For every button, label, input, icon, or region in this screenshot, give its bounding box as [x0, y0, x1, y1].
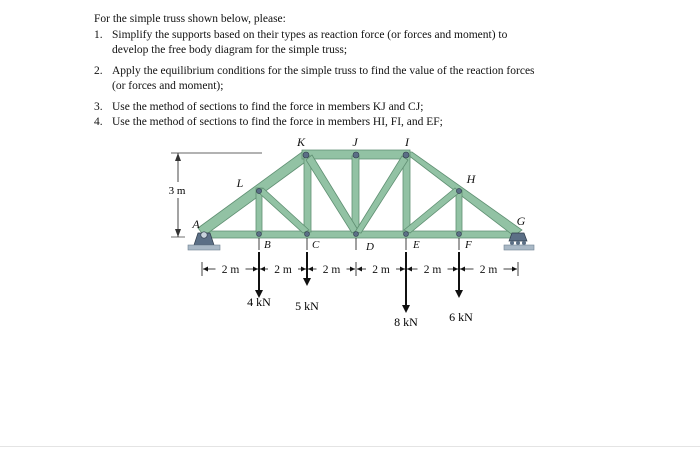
- label-L: L: [236, 176, 244, 190]
- label-B: B: [264, 239, 271, 251]
- dimension-arrowhead: [308, 267, 313, 272]
- member-IE: [403, 156, 410, 232]
- dimension-arrowhead: [512, 267, 517, 272]
- truss-members: [198, 150, 522, 238]
- member-KD: [306, 155, 358, 233]
- dimension-arrowhead: [260, 267, 265, 272]
- question-text-line2: (or forces and moment);: [112, 79, 224, 92]
- member-EH: [404, 188, 460, 233]
- spacing-label: 2 m: [322, 264, 341, 276]
- dimension-arrowhead: [460, 267, 465, 272]
- label-G: G: [516, 214, 526, 228]
- load-label-E: 8 kN: [394, 315, 418, 329]
- page-divider: [0, 446, 700, 447]
- member-LC: [258, 188, 309, 233]
- question-text-line1: Use the method of sections to find the force in members HI, FI, and EF;: [112, 116, 443, 128]
- load-arrowhead-C: [303, 278, 311, 286]
- member-KC: [304, 156, 311, 232]
- dimension-arrowhead: [400, 267, 405, 272]
- spacing-label: 2 m: [423, 264, 442, 276]
- label-I: I: [405, 135, 409, 149]
- intro-text: For the simple truss shown below, please:: [94, 13, 286, 25]
- load-label-B: 4 kN: [247, 295, 271, 309]
- label-C: C: [312, 239, 320, 251]
- member-HF: [456, 190, 462, 232]
- load-arrowhead-F: [455, 290, 463, 298]
- question-number: 4.: [94, 116, 103, 128]
- question-number: 2.: [94, 65, 103, 77]
- dimension-arrowhead: [407, 267, 412, 272]
- spacing-label: 2 m: [372, 264, 390, 276]
- question-text-line1: Apply the equilibrium conditions for the simple truss to find the value of the reaction forces: [112, 65, 535, 77]
- dimension-arrowhead: [301, 267, 306, 272]
- spacing-label: 2 m: [274, 264, 292, 276]
- question-number: 1.: [94, 29, 103, 41]
- member-AK: [198, 152, 308, 236]
- spacing-label: 2 m: [221, 264, 240, 276]
- question-text-line2: develop the free body diagram for the simple truss;: [112, 43, 348, 56]
- load-label-F: 6 kN: [449, 310, 473, 324]
- question-text-line1: Simplify the supports based on their types as reaction force (or forces and moment) to: [112, 29, 508, 41]
- label-F: F: [465, 239, 472, 251]
- member-DI: [355, 156, 408, 233]
- spacing-label: 2 m: [479, 264, 498, 276]
- spacing-dimension: [202, 262, 518, 276]
- question-number: 3.: [94, 101, 103, 113]
- label-D: D: [366, 241, 374, 253]
- label-H: H: [466, 172, 476, 186]
- question-text-line1: Use the method of sections to find the force in members KJ and CJ;: [112, 101, 424, 113]
- label-A: A: [192, 217, 200, 231]
- dimension-arrowhead: [357, 267, 362, 272]
- dimension-arrowhead: [203, 267, 208, 272]
- height-label: 3 m: [168, 185, 186, 197]
- load-arrowhead-E: [402, 305, 410, 313]
- dimension-arrowhead: [350, 267, 355, 272]
- member-JD: [352, 156, 359, 232]
- load-label-C: 5 kN: [295, 299, 319, 313]
- dimension-arrowhead: [253, 267, 258, 272]
- label-E: E: [413, 239, 420, 251]
- dimension-arrowhead: [453, 267, 458, 272]
- label-K: K: [296, 135, 306, 149]
- label-J: J: [352, 135, 358, 149]
- bottom-joint-labels: [259, 238, 472, 253]
